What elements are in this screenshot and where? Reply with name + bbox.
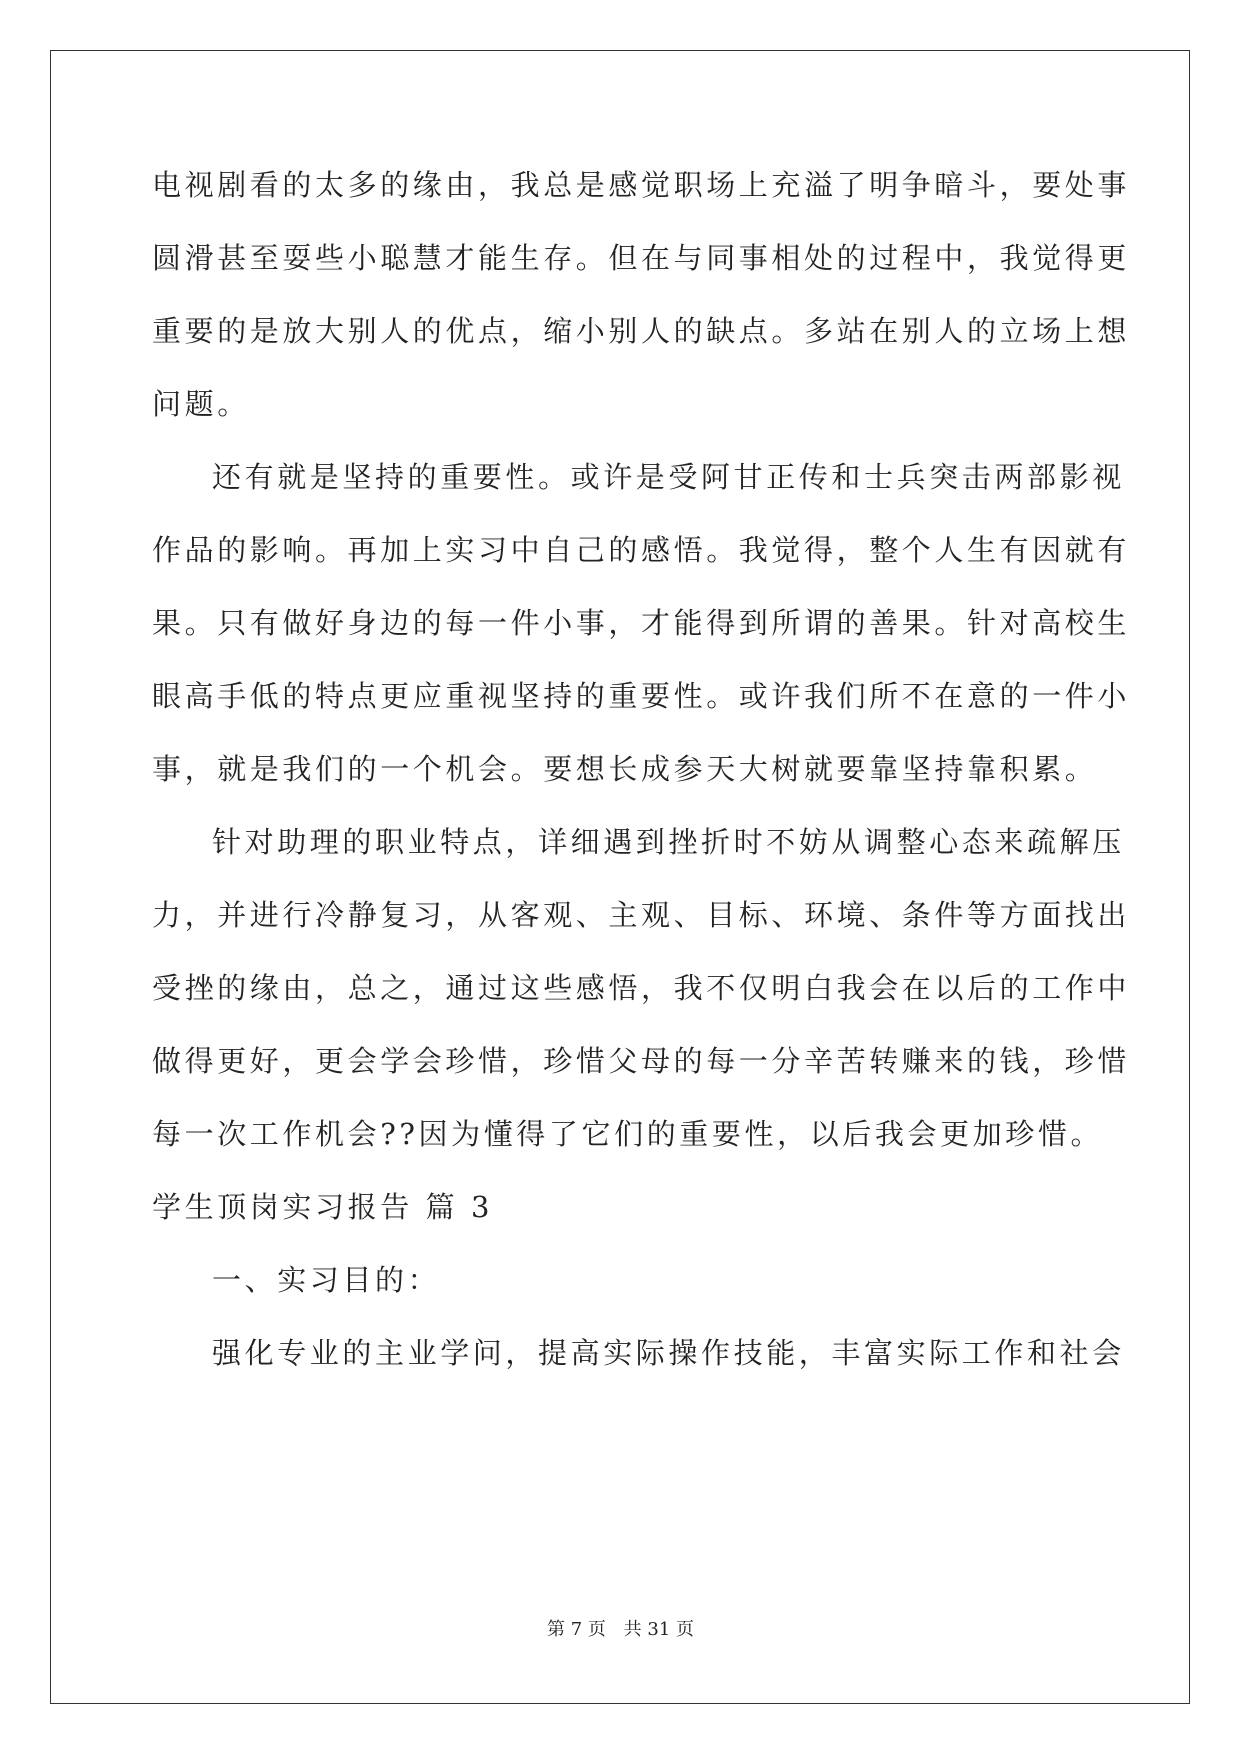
page-footer: [0, 1618, 1241, 1642]
section-heading: 学生顶岗实习报告 篇 3: [152, 1190, 494, 1224]
text-line: 果。只有做好身边的每一件小事，才能得到所谓的善果。针对高校生: [152, 606, 1131, 640]
text-line: 还有就是坚持的重要性。或许是受阿甘正传和士兵突击两部影视: [212, 460, 1125, 494]
text-line: 电视剧看的太多的缘由，我总是感觉职场上充溢了明争暗斗，要处事: [152, 168, 1131, 202]
text-line: 力，并进行冷静复习，从客观、主观、目标、环境、条件等方面找出: [152, 898, 1131, 932]
text-line: 事，就是我们的一个机会。要想长成参天大树就要靠坚持靠积累。: [152, 752, 1098, 786]
text-line: 问题。: [152, 387, 250, 421]
text-line: 重要的是放大别人的优点，缩小别人的缺点。多站在别人的立场上想: [152, 314, 1131, 348]
text-line: 受挫的缘由，总之，通过这些感悟，我不仅明白我会在以后的工作中: [152, 971, 1131, 1005]
text-line: 做得更好，更会学会珍惜，珍惜父母的每一分辛苦转赚来的钱，珍惜: [152, 1044, 1131, 1078]
subsection-heading: 一、实习目的：: [212, 1263, 441, 1297]
page-total: 共 31 页: [623, 1619, 694, 1640]
text-line: 眼高手低的特点更应重视坚持的重要性。或许我们所不在意的一件小: [152, 679, 1131, 713]
page-border: [50, 50, 1190, 1704]
text-line: 针对助理的职业特点，详细遇到挫折时不妨从调整心态来疏解压: [212, 825, 1125, 859]
text-line: 作品的影响。再加上实习中自己的感悟。我觉得，整个人生有因就有: [152, 533, 1131, 567]
page-number: 第 7 页: [547, 1619, 606, 1640]
text-line: 圆滑甚至耍些小聪慧才能生存。但在与同事相处的过程中，我觉得更: [152, 241, 1131, 275]
text-line: 每一次工作机会??因为懂得了它们的重要性，以后我会更加珍惜。: [152, 1117, 1104, 1151]
text-line: 强化专业的主业学问，提高实际操作技能，丰富实际工作和社会: [212, 1336, 1125, 1370]
